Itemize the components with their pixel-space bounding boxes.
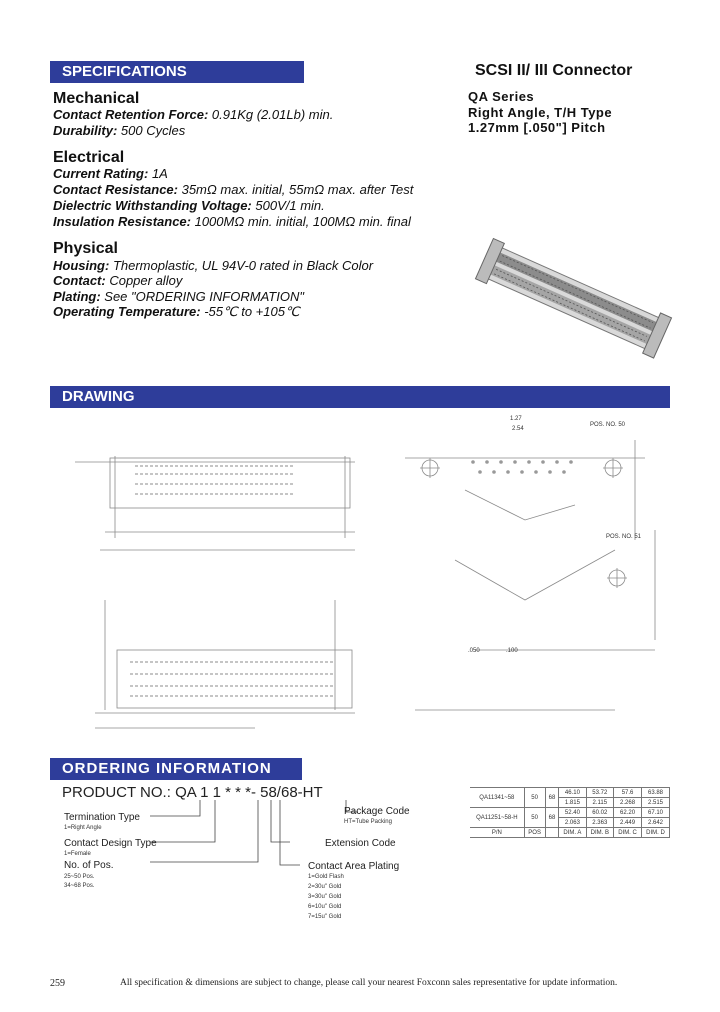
package-code-option: HT=Tube Packing	[344, 819, 392, 825]
product-series: QA Series	[468, 89, 535, 104]
spec-line: Housing: Thermoplastic, UL 94V-0 rated in Black Color	[53, 258, 374, 273]
spec-line: Contact: Copper alloy	[53, 273, 183, 288]
table-row: P/N POS DIM. A DIM. B DIM. C DIM. D	[470, 828, 670, 838]
electrical-heading: Electrical	[53, 149, 125, 166]
termination-type-option: 1=Right Angle	[64, 825, 102, 831]
spec-line: Operating Temperature: -55℃ to +105℃	[53, 304, 300, 319]
contact-plating-label: Contact Area Plating	[308, 861, 400, 872]
dim-label: .100	[506, 648, 518, 654]
plating-option: 6=10u" Gold	[308, 904, 342, 910]
spec-line: Contact Resistance: 35mΩ max. initial, 55mΩ max. after Test	[53, 182, 414, 197]
product-type: Right Angle, T/H Type	[468, 105, 613, 120]
position-table	[470, 787, 670, 838]
product-title: SCSI II/ III Connector	[475, 62, 633, 79]
table-row: QA11251~58-H 50 68 52.40 60.02 62.20 67.10	[470, 808, 670, 818]
spec-line: Dielectric Withstanding Voltage: 500V/1 min.	[53, 198, 325, 213]
spec-line: Durability: 500 Cycles	[53, 123, 186, 138]
spec-line: Current Rating: 1A	[53, 166, 168, 181]
spec-line: Contact Retention Force: 0.91Kg (2.01Lb) min.	[53, 107, 334, 122]
drawing-header: DRAWING	[50, 386, 670, 408]
contact-design-label: Contact Design Type	[64, 838, 157, 849]
dim-label: 2.54	[512, 426, 524, 432]
dim-label: 1.27	[510, 416, 522, 422]
page-number: 259	[50, 978, 65, 989]
specifications-header: SPECIFICATIONS	[50, 61, 304, 83]
pos-label: POS. NO. 50	[590, 422, 626, 428]
termination-type-label: Termination Type	[64, 812, 140, 823]
table-row: 2.063 2.363 2.449 2.642	[470, 818, 670, 828]
product-code: PRODUCT NO.: QA 1 1 * * *- 58/68-HT	[62, 784, 323, 801]
product-pitch: 1.27mm [.050"] Pitch	[468, 120, 606, 135]
technical-drawing	[55, 410, 670, 745]
dim-label: .050	[468, 648, 480, 654]
footer-note: All specification & dimensions are subject to change, please call your nearest Foxconn sales representative for update information.	[120, 978, 618, 988]
extension-code-label: Extension Code	[325, 838, 396, 849]
mechanical-heading: Mechanical	[53, 90, 140, 107]
no-of-pos-option: 25~50 Pos. 34~68 Pos.	[64, 874, 95, 889]
ordering-header: ORDERING INFORMATION	[50, 758, 302, 780]
package-code-label: Package Code	[344, 806, 410, 817]
plating-option: 1=Gold Flash	[308, 874, 344, 880]
plating-option: 3=30u" Gold	[308, 894, 342, 900]
connector-photo	[470, 235, 670, 365]
spec-line: Insulation Resistance: 1000MΩ min. initial, 100MΩ min. final	[53, 214, 411, 229]
contact-design-option: 1=Female	[64, 851, 91, 857]
pos-label: POS. NO. 51	[606, 534, 642, 540]
plating-option: 2=30u" Gold	[308, 884, 342, 890]
no-of-pos-label: No. of Pos.	[64, 860, 114, 871]
table-row: 1.815 2.115 2.268 2.515	[470, 798, 670, 808]
table-row: QA11341~58 50 68 46.10 53.72 57.6 63.88	[470, 788, 670, 798]
spec-line: Plating: See "ORDERING INFORMATION"	[53, 289, 304, 304]
plating-option: 7=15u" Gold	[308, 914, 342, 920]
physical-heading: Physical	[53, 240, 118, 257]
